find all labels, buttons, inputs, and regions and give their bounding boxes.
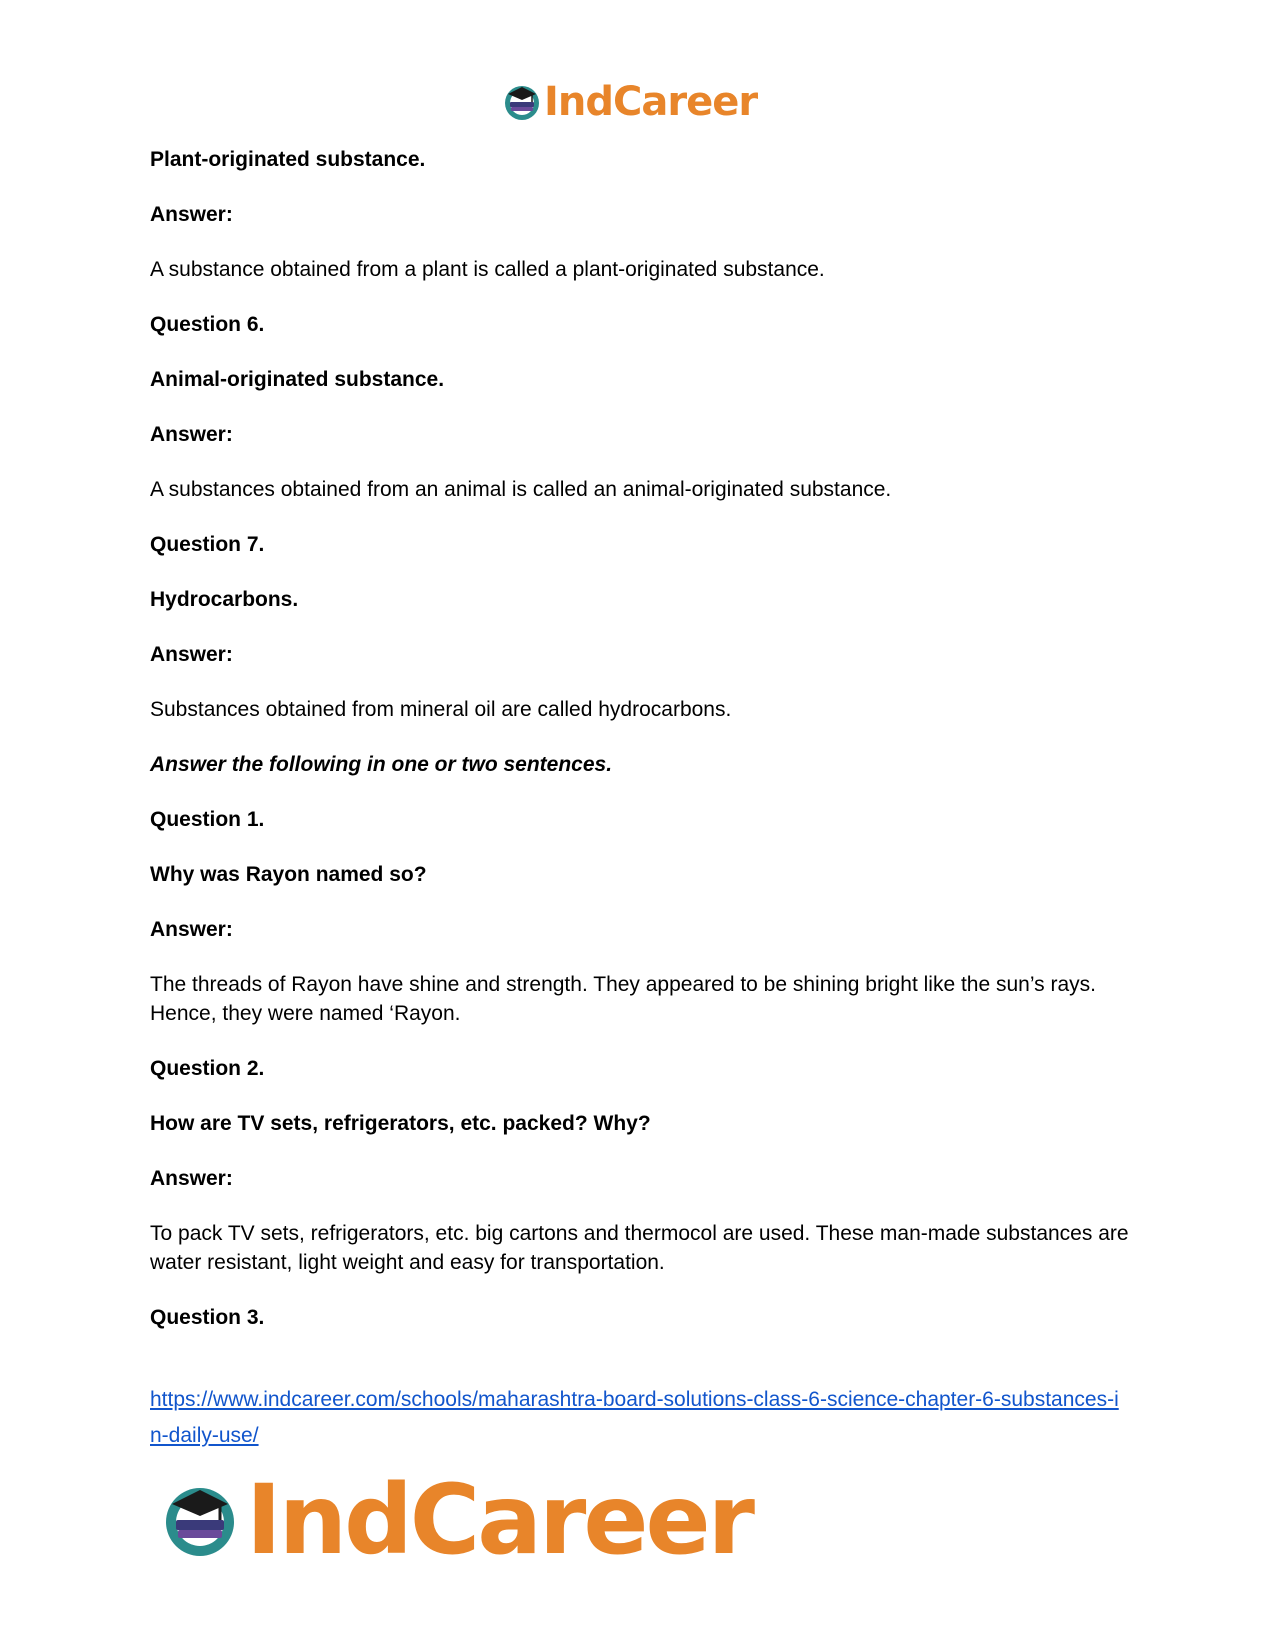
question-heading: How are TV sets, refrigerators, etc. packed? Why?: [150, 1112, 651, 1135]
question-heading: Hydrocarbons.: [150, 588, 299, 611]
logo-icon: [502, 82, 542, 122]
question-heading: Why was Rayon named so?: [150, 863, 427, 886]
question-heading: Question 7.: [150, 533, 265, 556]
question-heading: Question 1.: [150, 808, 265, 831]
answer-text: To pack TV sets, refrigerators, etc. big cartons and thermocol are used. These man-made substances are water resistant, light weight and easy for transportation.: [150, 1222, 1129, 1274]
document-body: [150, 145, 1130, 1358]
section-heading: Answer the following in one or two sentences.: [150, 753, 613, 776]
header-logo: [502, 78, 757, 126]
logo-text: IndCareer: [246, 1464, 752, 1576]
question-heading: Question 2.: [150, 1057, 265, 1080]
answer-text: A substances obtained from an animal is called an animal-originated substance.: [150, 478, 892, 501]
question-heading: Question 3.: [150, 1306, 265, 1329]
question-heading: Plant-originated substance.: [150, 148, 426, 171]
question-heading: Answer:: [150, 203, 233, 226]
question-heading: Answer:: [150, 643, 233, 666]
answer-text: Substances obtained from mineral oil are called hydrocarbons.: [150, 698, 732, 721]
source-link[interactable]: https://www.indcareer.com/schools/maharashtra-board-solutions-class-6-science-chapter-6-substances-in-daily-use/: [150, 1388, 1119, 1447]
logo-icon: [160, 1480, 240, 1560]
logo-text: IndCareer: [544, 79, 758, 125]
question-heading: Answer:: [150, 423, 233, 446]
answer-text: The threads of Rayon have shine and strength. They appeared to be shining bright like the sun’s rays. Hence, they were named ‘Rayon.: [150, 973, 1096, 1025]
footer-logo: [160, 1464, 752, 1576]
answer-text: A substance obtained from a plant is called a plant-originated substance.: [150, 258, 825, 281]
question-heading: Answer:: [150, 918, 233, 941]
question-heading: Question 6.: [150, 313, 265, 336]
question-heading: Animal-originated substance.: [150, 368, 445, 391]
question-heading: Answer:: [150, 1167, 233, 1190]
